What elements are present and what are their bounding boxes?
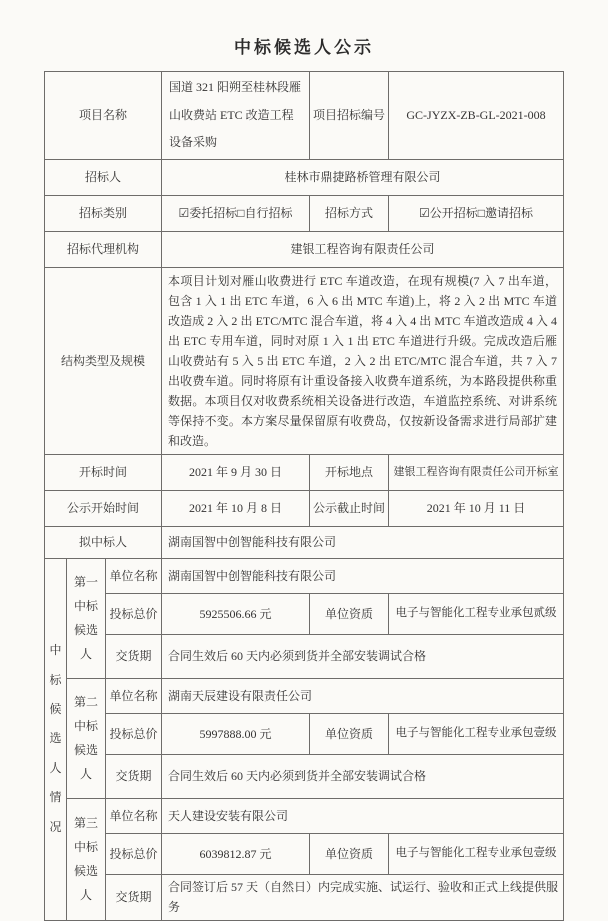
structure-value: 本项目计划对雁山收费进行 ETC 车道改造，在现有规模(7 入 7 出车道，包含 1 入 1 出 ETC 车道，6 入 6 出 MTC 车道)上，将 2 入 2 出 MTC 车道改造成 2 入 2 出 ETC/MTC 混合车道，将 4 入 4 出 MTC 车道改造成 4 入 4 出 ETC 专用车道，同时对原 1 入 1 出 ETC 车道进行升级。完成改造后雁山收费站有 5 入 5 出 ETC 车道，2 入 2 出 ETC/MTC 混合车道，共 7 入 7 出收费车道。同时将原有计重设备接入收费车道系统，为本路段提供称重数据。本项目仅对收费系统相关设备进行改造，车道监控系统、对讲系统等保持不变。本方案尽量保留原有收费岛，仅按新设备需求进行局部扩建和改造。 — [162, 267, 564, 454]
unit-name-value-2: 湖南天辰建设有限责任公司 — [162, 678, 564, 713]
publicity-start-label: 公示开始时间 — [44, 490, 161, 526]
qualification-label-3: 单位资质 — [310, 833, 389, 874]
agency-label: 招标代理机构 — [44, 231, 161, 267]
bid-total-label-2: 投标总价 — [105, 713, 161, 754]
bid-open-time-value: 2021 年 9 月 30 日 — [162, 454, 310, 490]
candidates-side-label: 中标候选人情况 — [44, 558, 66, 920]
bid-open-place-value: 建银工程咨询有限责任公司开标室 — [389, 454, 564, 490]
project-name-value: 国道 321 阳朔至桂林段雁山收费站 ETC 改造工程设备采购 — [162, 72, 310, 160]
proposed-winner-label: 拟中标人 — [44, 526, 161, 558]
tenderer-value: 桂林市鼎捷路桥管理有限公司 — [162, 159, 564, 195]
publicity-end-value: 2021 年 10 月 11 日 — [389, 490, 564, 526]
agency-value: 建银工程咨询有限责任公司 — [162, 231, 564, 267]
qualification-label-2: 单位资质 — [310, 713, 389, 754]
bid-total-label-3: 投标总价 — [105, 833, 161, 874]
unit-name-label-2: 单位名称 — [105, 678, 161, 713]
delivery-value-3: 合同签订后 57 天（自然日）内完成实施、试运行、验收和正式上线提供服务 — [162, 874, 564, 920]
bid-total-value-1: 5925506.66 元 — [162, 593, 310, 634]
publicity-end-label: 公示截止时间 — [310, 490, 389, 526]
project-name-label: 项目名称 — [44, 72, 161, 160]
unit-name-value-3: 天人建设安装有限公司 — [162, 798, 564, 833]
candidate-rank-label-2: 第二中标候选人 — [66, 678, 105, 798]
page-title: 中标候选人公示 — [234, 38, 374, 57]
structure-label: 结构类型及规模 — [44, 267, 161, 454]
bid-open-time-label: 开标时间 — [44, 454, 161, 490]
bid-total-label-1: 投标总价 — [105, 593, 161, 634]
tenderer-label: 招标人 — [44, 159, 161, 195]
delivery-value-1: 合同生效后 60 天内必须到货并全部安装调试合格 — [162, 634, 564, 678]
tender-no-value: GC-JYZX-ZB-GL-2021-008 — [389, 72, 564, 160]
candidate-rank-label-1: 第一中标候选人 — [66, 558, 105, 678]
candidate-rank-label-3: 第三中标候选人 — [66, 798, 105, 920]
qualification-value-3: 电子与智能化工程专业承包壹级 — [389, 833, 564, 874]
delivery-label-3: 交货期 — [105, 874, 161, 920]
qualification-value-2: 电子与智能化工程专业承包壹级 — [389, 713, 564, 754]
delivery-label-1: 交货期 — [105, 634, 161, 678]
tender-method-label: 招标方式 — [310, 195, 389, 231]
bid-total-value-2: 5997888.00 元 — [162, 713, 310, 754]
announcement-table — [44, 71, 564, 921]
delivery-value-2: 合同生效后 60 天内必须到货并全部安装调试合格 — [162, 754, 564, 798]
publicity-start-value: 2021 年 10 月 8 日 — [162, 490, 310, 526]
unit-name-value-1: 湖南国智中创智能科技有限公司 — [162, 558, 564, 593]
bid-open-place-label: 开标地点 — [310, 454, 389, 490]
unit-name-label-3: 单位名称 — [105, 798, 161, 833]
qualification-label-1: 单位资质 — [310, 593, 389, 634]
qualification-value-1: 电子与智能化工程专业承包贰级 — [389, 593, 564, 634]
tender-category-label: 招标类别 — [44, 195, 161, 231]
tender-no-label: 项目招标编号 — [310, 72, 389, 160]
delivery-label-2: 交货期 — [105, 754, 161, 798]
tender-category-value: ☑委托招标□自行招标 — [162, 195, 310, 231]
bid-total-value-3: 6039812.87 元 — [162, 833, 310, 874]
proposed-winner-value: 湖南国智中创智能科技有限公司 — [162, 526, 564, 558]
tender-method-value: ☑公开招标□邀请招标 — [389, 195, 564, 231]
unit-name-label-1: 单位名称 — [105, 558, 161, 593]
